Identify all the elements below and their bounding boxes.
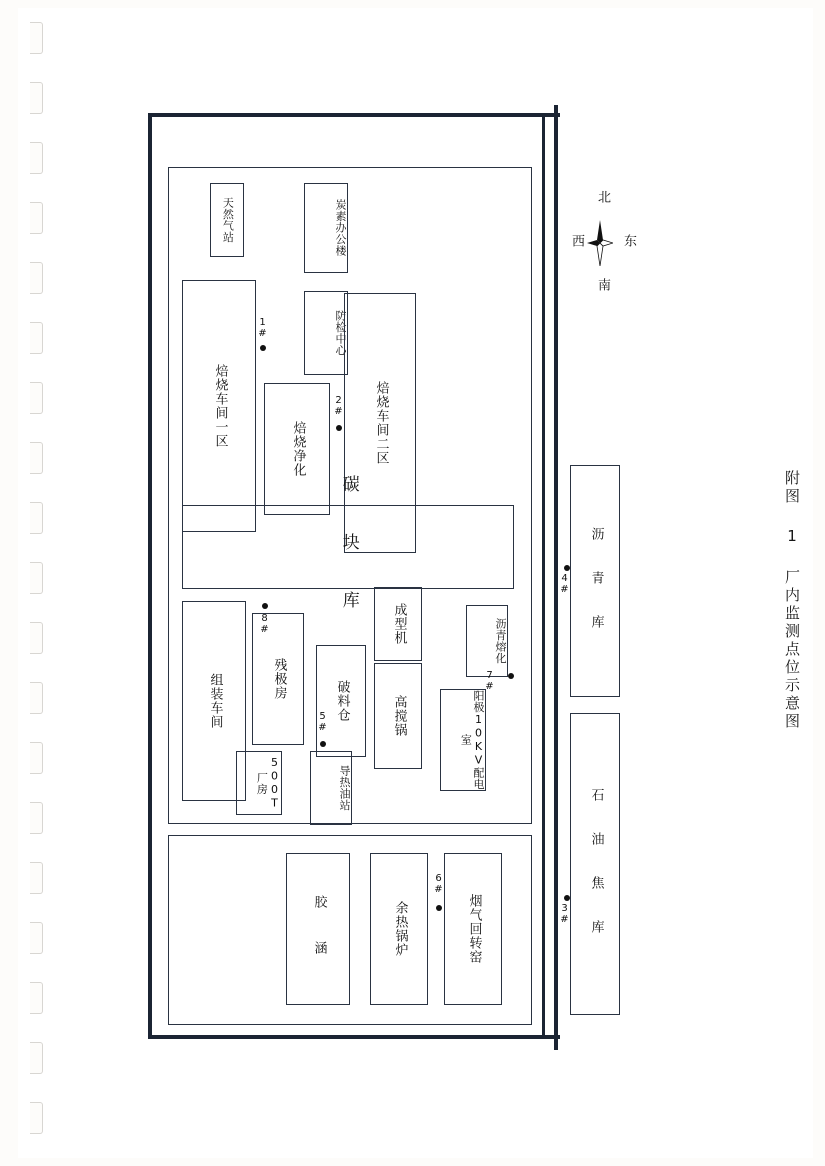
block-label: 烟气回转窑 bbox=[466, 894, 482, 964]
block-label: 沥青熔化 bbox=[494, 618, 507, 664]
block-heat-transfer-oil-station bbox=[310, 751, 352, 825]
compass-south-label: 南 bbox=[595, 278, 610, 291]
block-label: 沥 青 库 bbox=[588, 526, 604, 636]
block-glue-room bbox=[286, 853, 350, 1005]
binding-hole bbox=[30, 922, 43, 954]
binding-hole bbox=[30, 802, 43, 834]
binding-hole bbox=[30, 742, 43, 774]
binding-hole bbox=[30, 982, 43, 1014]
block-label: 碳 块 库 bbox=[338, 474, 359, 620]
compass-west-label: 西 bbox=[569, 234, 584, 247]
block-label: 石 油 焦 库 bbox=[588, 787, 604, 941]
monitor-point-4-label: 4# bbox=[559, 573, 570, 595]
binding-hole bbox=[30, 262, 43, 294]
block-label: 天然气站 bbox=[221, 197, 235, 243]
binding-hole bbox=[30, 322, 43, 354]
monitor-point-marker bbox=[436, 905, 442, 911]
compass-north-label: 北 bbox=[595, 190, 610, 203]
binding-hole bbox=[30, 442, 43, 474]
binding-hole bbox=[30, 382, 43, 414]
binding-hole bbox=[30, 1042, 43, 1074]
compass bbox=[565, 190, 635, 300]
monitor-point-marker bbox=[564, 565, 570, 571]
binding-hole bbox=[30, 202, 43, 234]
road-line-right-vertical-outer bbox=[554, 105, 558, 1050]
binding-hole bbox=[30, 562, 43, 594]
block-anode-10kv-substation bbox=[440, 689, 486, 791]
block-label: 炭素办公楼 bbox=[334, 199, 347, 257]
binding-hole bbox=[30, 82, 43, 114]
block-label: 500T厂房 bbox=[255, 756, 281, 810]
monitor-point-6-label: 6# bbox=[433, 873, 444, 895]
monitor-point-7-label: 7# bbox=[484, 670, 495, 692]
road-line-left-vertical bbox=[148, 113, 152, 1039]
compass-east-label: 东 bbox=[621, 234, 636, 247]
block-plant-500t bbox=[236, 751, 282, 815]
block-carbon-block-warehouse bbox=[182, 474, 514, 620]
monitor-point-2-label: 2# bbox=[333, 395, 344, 417]
monitor-point-marker bbox=[262, 603, 268, 609]
road-line-top-horizontal bbox=[148, 113, 560, 117]
block-label: 破料仓 bbox=[334, 680, 350, 722]
figure-caption: 附图 1 厂内监测点位示意图 bbox=[783, 470, 801, 731]
binding-hole bbox=[30, 142, 43, 174]
block-flue-gas-rotary-kiln bbox=[444, 853, 502, 1005]
block-asphalt-melting bbox=[466, 605, 508, 677]
block-label: 组装车间 bbox=[207, 673, 223, 729]
block-label: 焙烧车间二区 bbox=[373, 381, 389, 465]
road-line-bottom-horizontal bbox=[148, 1035, 560, 1039]
block-asphalt-warehouse bbox=[570, 465, 620, 697]
monitor-point-marker bbox=[260, 345, 266, 351]
block-label: 胶 涵 bbox=[311, 894, 327, 964]
binding-hole bbox=[30, 682, 43, 714]
road-line-right-vertical-inner bbox=[542, 113, 545, 1039]
block-label: 阳极10KV配电室 bbox=[459, 690, 485, 790]
block-natural-gas-station bbox=[210, 183, 244, 257]
block-paste-kneader bbox=[374, 663, 422, 769]
block-label: 防检中心 bbox=[334, 310, 347, 356]
block-roasting-workshop-1 bbox=[182, 280, 256, 532]
monitor-point-3-label: 3# bbox=[559, 903, 570, 925]
monitor-point-1-label: 1# bbox=[257, 317, 268, 339]
monitor-point-5-label: 5# bbox=[317, 711, 328, 733]
monitor-point-marker bbox=[508, 673, 514, 679]
monitor-point-marker bbox=[336, 425, 342, 431]
binding-hole bbox=[30, 622, 43, 654]
binding-hole bbox=[30, 862, 43, 894]
block-roasting-purification bbox=[264, 383, 330, 515]
block-label: 导热油站 bbox=[338, 765, 351, 811]
monitor-point-8-label: 8# bbox=[259, 613, 270, 635]
block-label: 余热锅炉 bbox=[392, 901, 408, 957]
block-forming-machine bbox=[374, 587, 422, 661]
monitor-point-marker bbox=[320, 741, 326, 747]
block-label: 高搅锅 bbox=[391, 695, 407, 737]
block-carbon-office bbox=[304, 183, 348, 273]
binding-hole bbox=[30, 22, 43, 54]
block-label: 焙烧净化 bbox=[290, 421, 306, 477]
block-label: 焙烧车间一区 bbox=[212, 364, 228, 448]
compass-rose-icon bbox=[587, 220, 613, 266]
site-plan bbox=[140, 105, 604, 1050]
block-fire-inspection-center bbox=[304, 291, 348, 375]
monitor-point-marker bbox=[564, 895, 570, 901]
block-label: 残极房 bbox=[271, 658, 287, 700]
binding-hole bbox=[30, 502, 43, 534]
block-petroleum-coke-warehouse bbox=[570, 713, 620, 1015]
block-waste-heat-boiler bbox=[370, 853, 428, 1005]
binding-hole bbox=[30, 1102, 43, 1134]
block-label: 成型机 bbox=[391, 603, 407, 645]
